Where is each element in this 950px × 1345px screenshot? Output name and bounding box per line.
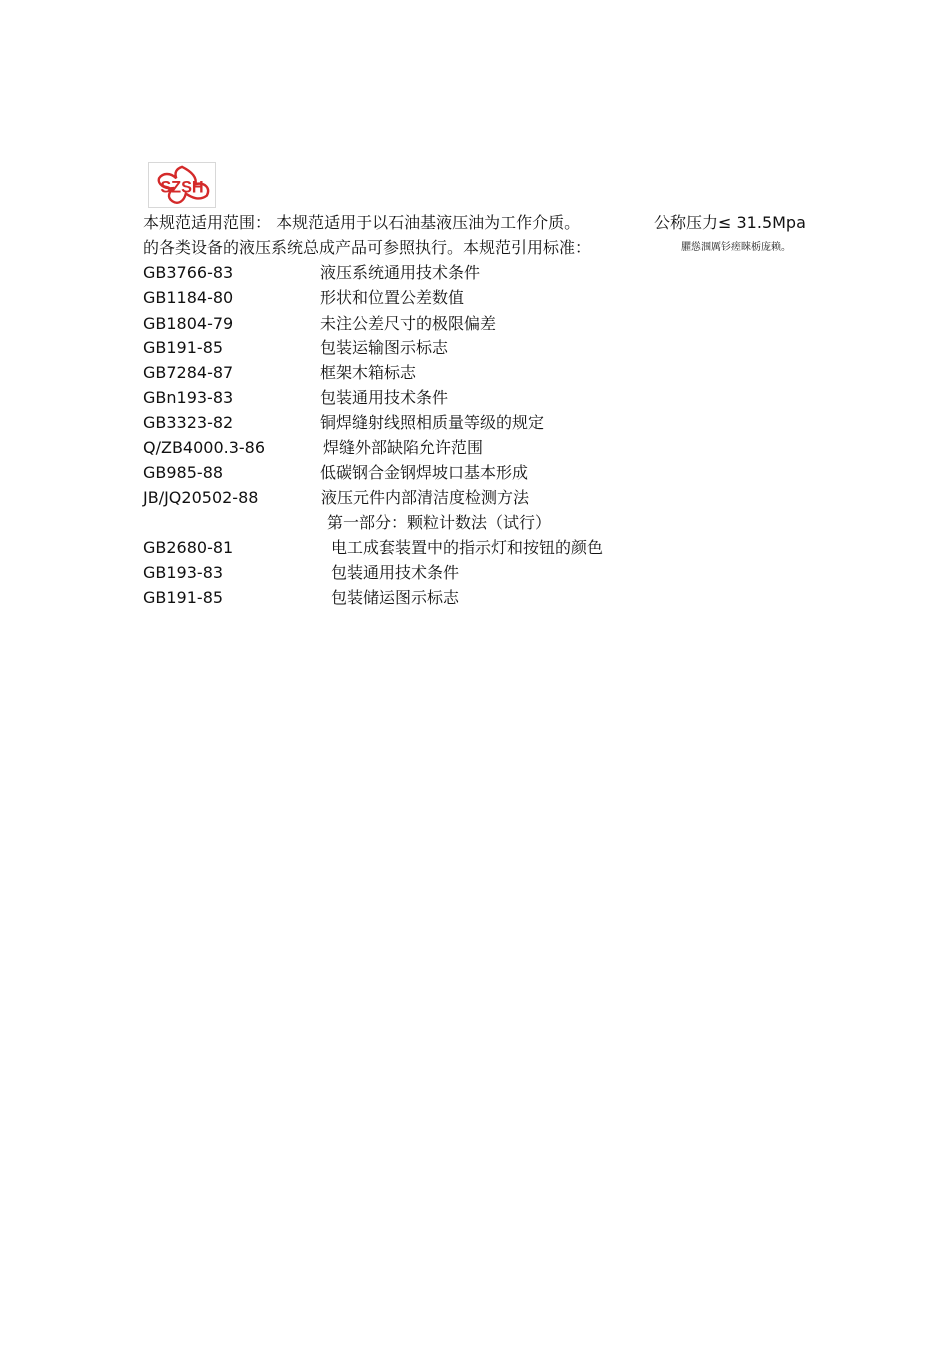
logo-text: SZSH (160, 178, 204, 197)
standard-code: GB3323-82 (143, 413, 234, 432)
standard-title: 焊缝外部缺陷允许范围 (323, 438, 484, 457)
garbled-note: 臞慫涠厲钐瘥睞栃庞赖。 (681, 242, 791, 253)
standard-row (143, 462, 763, 484)
standard-row (143, 562, 763, 584)
standard-code: GB1804-79 (143, 314, 234, 333)
nominal-pressure: 公称压力≤ 31.5Mpa (654, 213, 806, 232)
scope-line-2: 的各类设备的液压系统总成产品可参照执行。本规范引用标准： (143, 238, 592, 257)
standard-row (143, 387, 763, 409)
standard-row (143, 512, 763, 534)
standard-title: 未注公差尺寸的极限偏差 (320, 314, 497, 333)
standard-title: 框架木箱标志 (320, 363, 417, 382)
standard-row (143, 537, 763, 559)
standard-code: JB/JQ20502-88 (143, 488, 259, 507)
standard-code: GB193-83 (143, 563, 224, 582)
scope-line-1: 本规范适用范围： 本规范适用于以石油基液压油为工作介质。 (143, 213, 581, 232)
standard-title: 形状和位置公差数值 (320, 288, 465, 307)
standard-code: GB7284-87 (143, 363, 234, 382)
standard-title: 包装通用技术条件 (331, 563, 460, 582)
standard-code: GB1184-80 (143, 288, 234, 307)
standard-code: Q/ZB4000.3-86 (143, 438, 266, 457)
standard-title: 低碳钢合金钢焊坡口基本形成 (320, 463, 529, 482)
standard-title: 包装通用技术条件 (320, 388, 449, 407)
standard-row (143, 437, 763, 459)
standard-title: 包装储运图示标志 (331, 588, 460, 607)
standard-title: 液压元件内部清洁度检测方法 (321, 488, 530, 507)
standard-row (143, 362, 763, 384)
standard-row (143, 412, 763, 434)
standard-row (143, 487, 763, 509)
standard-row (143, 262, 763, 284)
standard-row (143, 313, 763, 335)
standard-title: 包装运输图示标志 (320, 338, 449, 357)
standard-title: 液压系统通用技术条件 (320, 263, 481, 282)
standard-title: 铜焊缝射线照相质量等级的规定 (320, 413, 545, 432)
standard-code: GB191-85 (143, 338, 224, 357)
standard-code: GBn193-83 (143, 388, 234, 407)
standard-code: GB191-85 (143, 588, 224, 607)
standard-row (143, 587, 763, 609)
standard-title: 第一部分：颗粒计数法（试行） (327, 513, 552, 532)
standard-code: GB2680-81 (143, 538, 234, 557)
standard-row (143, 287, 763, 309)
standard-title: 电工成套装置中的指示灯和按钮的颜色 (331, 538, 604, 557)
standard-code: GB985-88 (143, 463, 224, 482)
company-logo-graphic (149, 163, 215, 207)
standard-row (143, 337, 763, 359)
company-logo (148, 162, 216, 208)
standard-code: GB3766-83 (143, 263, 234, 282)
